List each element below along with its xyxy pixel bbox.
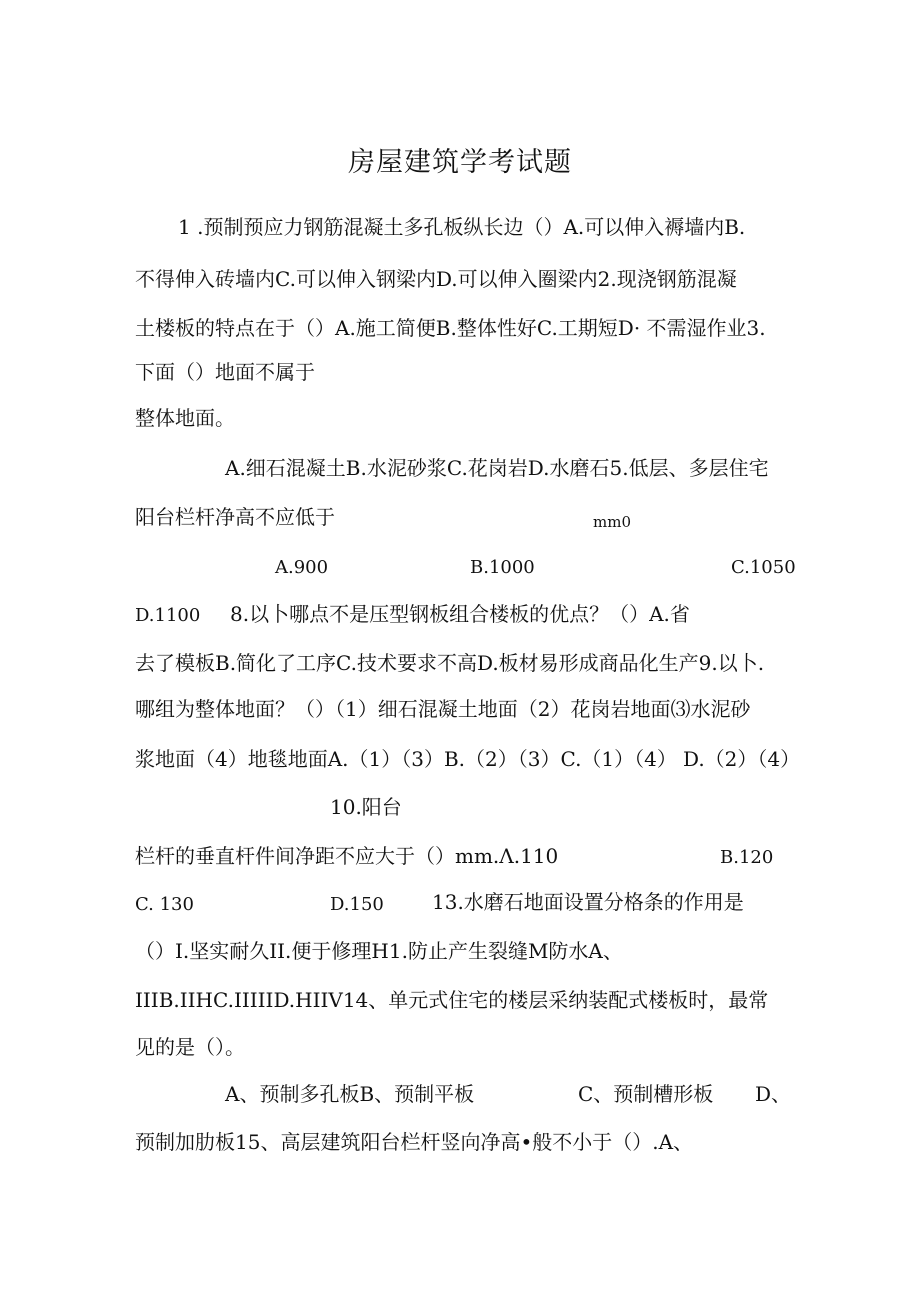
text-line: 见的是（）。: [135, 1035, 245, 1059]
text-line: 整体地面。: [135, 406, 235, 430]
text-line: 1 .预制预应力钢筋混凝土多孔板纵长边（）A.可以伸入褥墙内B.: [178, 215, 746, 239]
option-d: D.1100: [135, 605, 201, 626]
option-d: D.150: [330, 894, 384, 915]
text-line: D.（2）（4）: [683, 747, 801, 771]
text-line: 阳台栏杆净高不应低于: [135, 505, 335, 529]
text-line: 预制加肋板15、高层建筑阳台栏杆竖向净高•般不小于（）.A、: [135, 1130, 694, 1154]
text-line: 下面（）地面不属于: [135, 360, 315, 384]
text-line: A.细石混凝土B.水泥砂浆C.花岗岩D.水磨石5.低层、多层住宅: [225, 456, 769, 480]
text-line: 去了模板B.简化了工序C.技术要求不高D.板材易形成商品化生产9.以卜.: [135, 651, 765, 675]
text-line: 土楼板的特点在于（）A.施工简便B.整体性好C.工期短D· 不需湿作业3.: [135, 316, 766, 340]
option-a: A.900: [275, 557, 329, 578]
text-line: 8.以卜哪点不是压型钢板组合楼板的优点？（）A.省: [230, 602, 690, 626]
option-c: C.1050: [731, 557, 796, 578]
text-line: D、: [755, 1082, 792, 1106]
unit-label: mm0: [593, 513, 631, 531]
option-b: B.1000: [470, 557, 535, 578]
option-c: C. 130: [135, 894, 194, 915]
text-line: IIIB.IIHC.IIIIID.HIIV14、单元式住宅的楼层采纳装配式楼板时，最常: [135, 988, 769, 1012]
text-line: 栏杆的垂直杆件间净距不应大于（）mm.Λ.110: [135, 844, 559, 868]
text-line: 浆地面（4）地毯地面A.（1）（3）B.（2）（3）C.（1）（4）: [135, 747, 677, 771]
text-line: A、预制多孔板B、预制平板: [225, 1082, 475, 1106]
option-b: B.120: [720, 847, 774, 868]
text-line: 不得伸入砖墙内C.可以伸入钢梁内D.可以伸入圈梁内2.现浇钢筋混凝: [135, 267, 737, 291]
text-line: 10.阳台: [330, 795, 402, 819]
text-line: 哪组为整体地面？（）（1）细石混凝土地面（2）花岗岩地面⑶水泥砂: [135, 697, 751, 721]
text-line: C、预制槽形板: [578, 1082, 714, 1106]
page-title: 房屋建筑学考试题: [348, 147, 572, 178]
text-line: （）I.坚实耐久II.便于修理H1.防止产生裂缝M防水A、: [135, 939, 623, 963]
text-line: 13.水磨石地面设置分格条的作用是: [432, 890, 744, 914]
